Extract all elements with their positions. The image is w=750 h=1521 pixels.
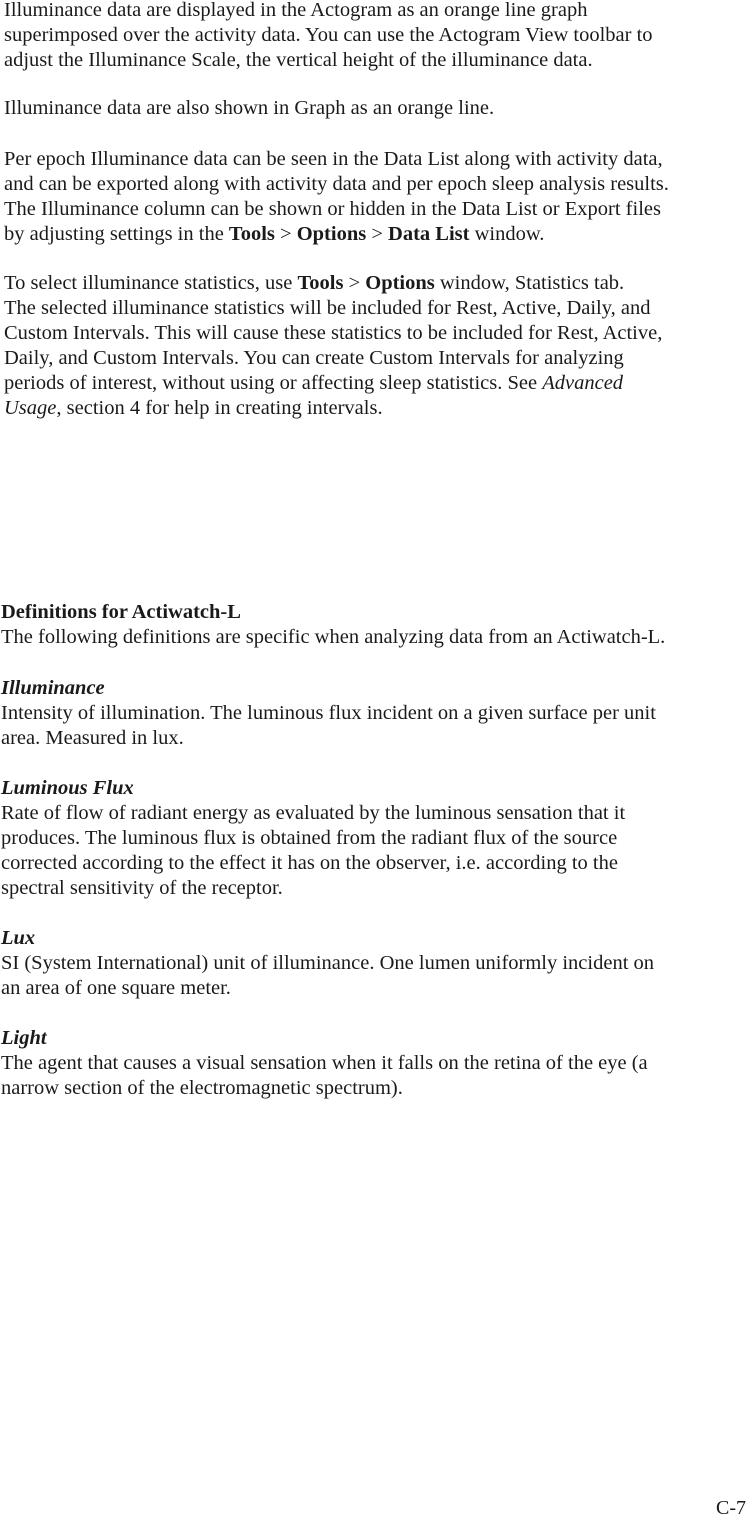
text-line: and can be exported along with activity data and per epoch sleep analysis results.: [4, 173, 669, 195]
text-line: Custom Intervals. This will cause these statistics to be included for Rest, Active,: [4, 322, 663, 344]
text-fragment: by adjusting settings in the: [4, 223, 229, 245]
text-line: [4, 271, 662, 296]
definition-text: produces. The luminous flux is obtained from the radiant flux of the source: [1, 827, 618, 849]
menu-path-separator: >: [274, 223, 297, 245]
definition-light: [1, 1026, 648, 1101]
definition-text: Intensity of illumination. The luminous flux incident on a given surface per unit: [1, 702, 656, 724]
menu-path-options: Options: [296, 223, 367, 245]
text-line: adjust the Illuminance Scale, the vertical height of the illuminance data.: [4, 49, 593, 71]
text-line: superimposed over the activity data. You can use the Actogram View toolbar to: [4, 24, 653, 46]
text-fragment: To select illuminance statistics, use: [4, 272, 298, 294]
reference-advanced-usage: Usage: [4, 397, 57, 419]
paragraph-graph: [4, 96, 494, 121]
menu-path-options: Options: [365, 272, 435, 294]
menu-path-tools: Tools: [228, 223, 275, 245]
paragraph-actogram: [4, 0, 653, 73]
text-fragment: window, Statistics tab.: [434, 272, 625, 294]
paragraph-data-list: [4, 147, 669, 247]
definition-text: area. Measured in lux.: [1, 727, 184, 749]
definition-text: Rate of flow of radiant energy as evaluated by the luminous sensation that it: [1, 802, 626, 824]
definition-illuminance: [1, 676, 656, 751]
text-line: [4, 396, 662, 421]
text-line: [4, 222, 669, 247]
menu-path-data-list: Data List: [388, 223, 470, 245]
definition-lux: [1, 926, 654, 1001]
definition-text: an area of one square meter.: [1, 977, 231, 999]
text-line: Illuminance data are also shown in Graph as an orange line.: [4, 97, 495, 119]
page-number: C-7: [716, 1497, 746, 1519]
definition-luminous-flux: [1, 776, 625, 901]
definition-term: Illuminance: [1, 677, 105, 699]
definition-term: Luminous Flux: [1, 777, 134, 799]
menu-path-separator: >: [366, 223, 389, 245]
text-line: Per epoch Illuminance data can be seen in the Data List along with activity data,: [4, 148, 663, 170]
text-line: The Illuminance column can be shown or hidden in the Data List or Export files: [4, 198, 661, 220]
text-line: [4, 371, 662, 396]
paragraph-statistics: [4, 271, 662, 421]
definition-term: Light: [1, 1027, 47, 1049]
definition-text: The agent that causes a visual sensation when it falls on the retina of the eye (a: [1, 1052, 648, 1074]
text-line: Illuminance data are displayed in the Actogram as an orange line graph: [4, 0, 588, 21]
text-line: The selected illuminance statistics will be included for Rest, Active, Daily, and: [4, 297, 651, 319]
text-fragment: , section 4 for help in creating intervals.: [56, 397, 383, 419]
definition-text: spectral sensitivity of the receptor.: [1, 877, 283, 899]
definitions-section: [1, 600, 665, 650]
section-heading: Definitions for Actiwatch-L: [1, 601, 241, 623]
text-line: Daily, and Custom Intervals. You can create Custom Intervals for analyzing: [4, 347, 624, 369]
definition-text: SI (System International) unit of illuminance. One lumen uniformly incident on: [1, 952, 655, 974]
menu-path-separator: >: [343, 272, 366, 294]
reference-advanced-usage: Advanced: [542, 372, 624, 394]
text-fragment: window.: [469, 223, 545, 245]
definition-text: narrow section of the electromagnetic spectrum).: [1, 1077, 403, 1099]
menu-path-tools: Tools: [297, 272, 344, 294]
definition-text: corrected according to the effect it has on the observer, i.e. according to the: [1, 852, 618, 874]
section-intro: The following definitions are specific when analyzing data from an Actiwatch-L.: [1, 626, 666, 648]
text-fragment: periods of interest, without using or affecting sleep statistics. See: [4, 372, 543, 394]
definition-term: Lux: [1, 927, 36, 949]
